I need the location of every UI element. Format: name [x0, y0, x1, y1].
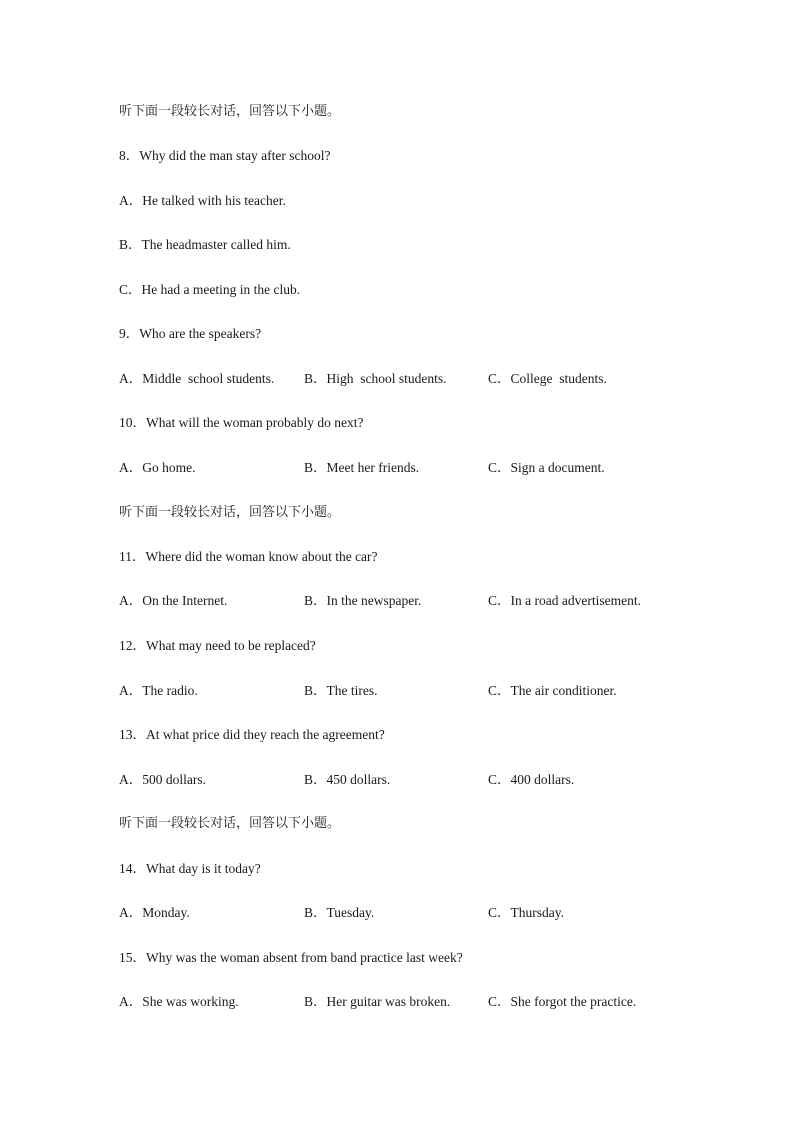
question-13-options — [0, 771, 794, 789]
question-10: 10．What will the woman probably do next? — [119, 415, 364, 430]
question-11-option-b: B．In the newspaper. — [304, 593, 422, 608]
section-instruction: 听下面一段较长对话，回答以下小题。 — [119, 816, 341, 831]
section-instruction: 听下面一段较长对话，回答以下小题。 — [119, 505, 341, 520]
question-14-option-b: B．Tuesday. — [304, 905, 375, 920]
question-11-option-c: C．In a road advertisement. — [488, 593, 641, 608]
question-8-option-a: A．He talked with his teacher. — [119, 193, 286, 208]
question-11-options — [0, 592, 794, 610]
question-10-option-c: C．Sign a document. — [488, 460, 605, 475]
question-15-options — [0, 993, 794, 1011]
question-11: 11．Where did the woman know about the car? — [119, 549, 378, 564]
question-14-option-c: C．Thursday. — [488, 905, 564, 920]
question-10-option-a: A．Go home. — [119, 460, 196, 475]
question-9: 9．Who are the speakers? — [119, 326, 262, 341]
question-9-option-c: C．College students. — [488, 371, 607, 386]
question-8-option-b: B．The headmaster called him. — [119, 237, 291, 252]
question-11-option-a: A．On the Internet. — [119, 593, 228, 608]
question-10-option-b: B．Meet her friends. — [304, 460, 420, 475]
question-9-options — [0, 370, 794, 388]
question-12-options — [0, 682, 794, 700]
section-instruction: 听下面一段较长对话，回答以下小题。 — [119, 104, 341, 119]
question-14-options — [0, 904, 794, 922]
question-8-option-c: C．He had a meeting in the club. — [119, 282, 301, 297]
question-15-option-a: A．She was working. — [119, 994, 239, 1009]
question-14-option-a: A．Monday. — [119, 905, 190, 920]
question-15-option-b: B．Her guitar was broken. — [304, 994, 451, 1009]
question-9-option-a: A．Middle school students. — [119, 371, 275, 386]
question-13: 13．At what price did they reach the agreement? — [119, 727, 385, 742]
question-13-option-a: A．500 dollars. — [119, 772, 206, 787]
question-12-option-b: B．The tires. — [304, 683, 378, 698]
question-13-option-b: B．450 dollars. — [304, 772, 391, 787]
question-15-option-c: C．She forgot the practice. — [488, 994, 637, 1009]
question-10-options — [0, 459, 794, 477]
question-13-option-c: C．400 dollars. — [488, 772, 575, 787]
question-12: 12．What may need to be replaced? — [119, 638, 316, 653]
question-14: 14．What day is it today? — [119, 861, 261, 876]
question-15: 15．Why was the woman absent from band practice last week? — [119, 950, 463, 965]
question-12-option-c: C．The air conditioner. — [488, 683, 617, 698]
question-12-option-a: A．The radio. — [119, 683, 198, 698]
question-8: 8．Why did the man stay after school? — [119, 148, 331, 163]
question-9-option-b: B．High school students. — [304, 371, 447, 386]
